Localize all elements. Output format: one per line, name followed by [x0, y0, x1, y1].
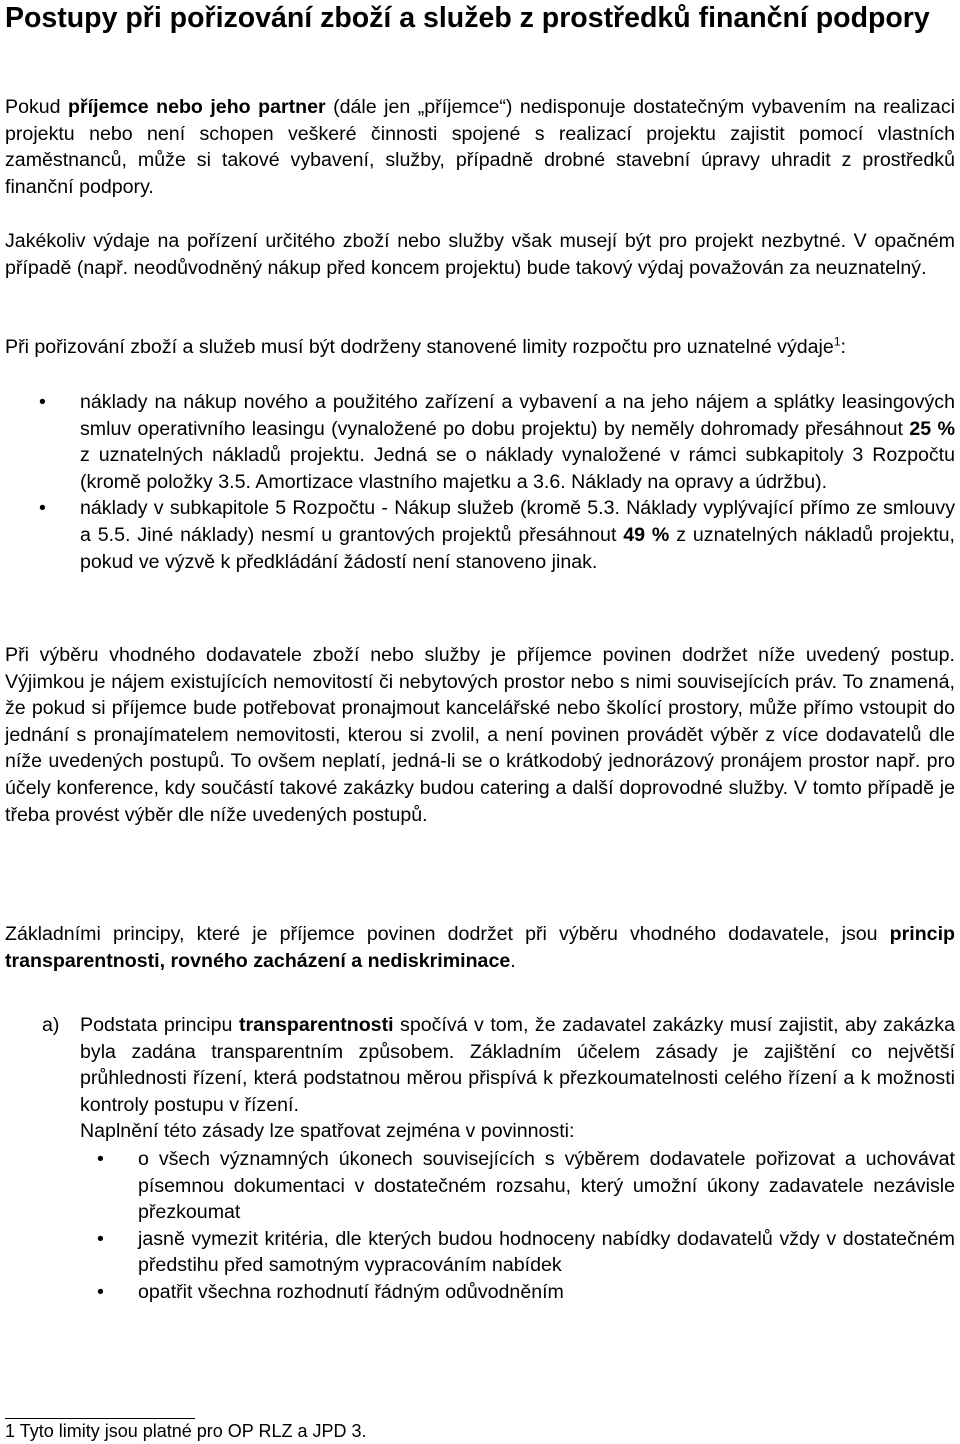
limit-services-percent: 49 % [623, 523, 670, 546]
footnote-number: 1 [5, 1421, 16, 1441]
limits-list [80, 389, 955, 575]
recipient-term: příjemce nebo jeho partner [68, 96, 326, 118]
limits-list-item [80, 495, 955, 575]
transparency-text-end: spočívá v tom, že zadavatel zakázky musí zajistit, aby zakázka byla zadána transparentním způsobem. Základním účelem zásady je zajištění co největší průhlednosti řízení, která podstatnou měrou přispívá k přezkoumatelnosti celého řízení a k možnosti kontroly postupu v řízení. [80, 1014, 955, 1116]
principles-list-bold: princip transparentnosti, rovného zacházení a nediskriminace [5, 923, 955, 972]
intro-text-end: (dále jen „příjemce“) nedisponuje dostatečným vybavením na realizaci projektu nebo není schopen veškeré činnosti spojené s realizací projektu zajistit pomocí vlastních zaměstnanců, může si takové vybavení, služby, případně drobné stavební úpravy uhradit z prostředků finanční podpory. [5, 96, 955, 198]
transparency-term: transparentnosti [238, 1014, 394, 1036]
limits-intro-text: Při pořizování zboží a služeb musí být dodrženy stanovené limity rozpočtu pro uznatelné výdaje [5, 336, 834, 358]
transparency-text-start: Podstata principu [80, 1014, 239, 1036]
duty-item: • o všech významných úkonech souvisejících s výběrem dodavatele pořizovat a uchovávat písemnou dokumentaci v dostatečném rozsahu, který umožní úkony zadavatele nezávisle přezkoumat [138, 1146, 955, 1226]
transparency-principle [80, 1012, 955, 1145]
principles-period: . [510, 949, 516, 972]
page-title: Postupy při pořizování zboží a služeb z prostředků finanční podpory [5, 2, 930, 34]
principles-text: Základními principy, které je příjemce povinen dodržet při výběru vhodného dodavatele, jsou [5, 923, 890, 945]
list-marker-a: a) [42, 1014, 60, 1036]
necessity-paragraph: Jakékoliv výdaje na pořízení určitého zboží nebo služby však musejí být pro projekt nezbytné. V opačném případě (např. neodůvodněný nákup před koncem projektu) bude takový výdaj považován za neuznatelný. [5, 230, 955, 279]
limit-services-text: náklady v subkapitole 5 Rozpočtu - Nákup služeb (kromě 5.3. Náklady vyplývající přímo ze smlouvy a 5.5. Jiné náklady) nesmí u grantových projektů přesáhnout [80, 497, 955, 546]
procedure-paragraph: Při výběru vhodného dodavatele zboží nebo služby je příjemce povinen dodržet níže uvedený postup. Výjimkou je nájem existujících nemovitostí či nebytových prostor nebo s nimi souvisejících práv. To znamená, že pokud si příjemce bude potřebovat pronajmout kancelářské nebo školící prostory, může přímo vstoupit do jednání s pronajímatelem nemovitosti, kterou si zvolil, a není povinen provádět výběr z více dodavatelů dle níže uvedených postupů. To ovšem neplatí, jedná-li se o krátkodobý jednorázový pronájem prostor např. pro účely konference, kdy součástí takové zakázky budou catering a další doprovodné služby. V tomto případě je třeba provést výběr dle níže uvedených postupů. [5, 644, 955, 826]
footnote-text: Tyto limity jsou platné pro OP RLZ a JPD 3. [15, 1421, 367, 1441]
footnote-ref: 1 [833, 334, 841, 349]
transparency-intro: Naplnění této zásady lze spatřovat zejména v povinnosti: [80, 1120, 575, 1143]
intro-paragraph [5, 94, 955, 200]
limits-intro-colon: : [840, 336, 846, 358]
intro-text-start: Pokud [5, 96, 69, 118]
footnote [5, 1418, 367, 1444]
limits-intro-paragraph [5, 334, 955, 361]
limit-services-text-end: z uznatelných nákladů projektu, pokud ve výzvě k předkládání žádostí není stanoveno jinak. [80, 523, 955, 573]
limits-list-item [80, 389, 955, 495]
limit-equipment-text: náklady na nákup nového a použitého zařízení a vybavení a na jeho nájem a splátky leasingových smluv operativního leasingu (vynaložené po dobu projektu) by neměly dohromady přesáhnout [80, 391, 955, 440]
duty-item: • opatřit všechna rozhodnutí řádným odůvodněním [138, 1279, 955, 1306]
principles-paragraph [5, 921, 955, 974]
duty-item: • jasně vymezit kritéria, dle kterých budou hodnoceny nabídky dodavatelů vždy v dostatečném předstihu před samotným vypracováním nabídek [138, 1226, 955, 1279]
limit-equipment-text-end: z uznatelných nákladů projektu. Jedná se o náklady vynaložené v rámci subkapitoly 3 Rozpočtu (kromě položky 3.5. Amortizace vlastního majetku a 3.6. Náklady na opravy a údržbu). [80, 444, 955, 493]
transparency-duties-list [138, 1146, 955, 1306]
transparency-description [80, 1012, 955, 1118]
limit-equipment-percent: 25 % [909, 417, 955, 440]
